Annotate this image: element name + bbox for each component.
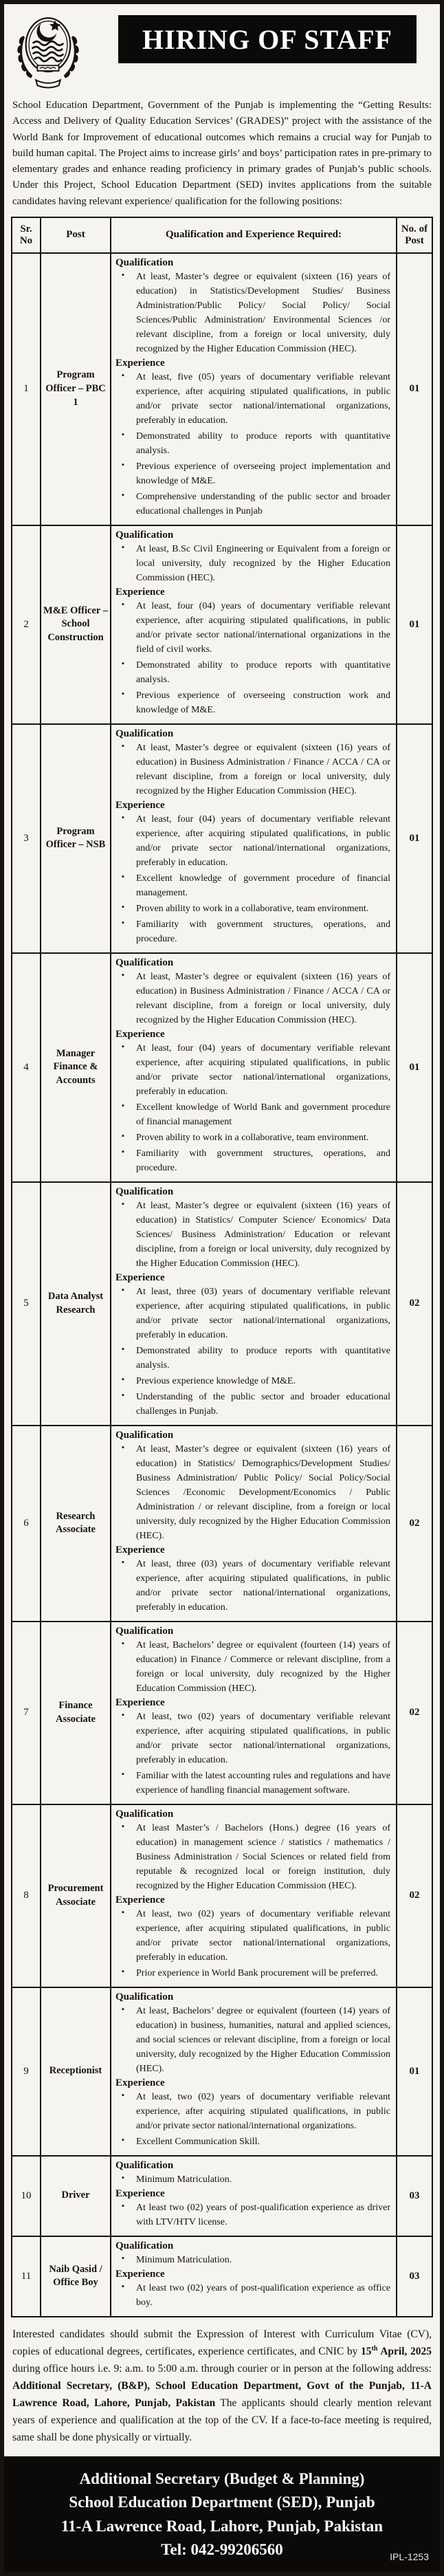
- requirement-list: [115, 970, 390, 1027]
- requirement-item: ▪ At least, Master’s degree or equivalent (sixteen (16) years of education) in Statistics/ Demographics/Development Studies/ Business Administration/ Public Policy/ Social Policy/Social Sciences /Economic Development/Economics / Public Administration / or relevant discipline, from a foreign or local university, duly recognized by the Higher Education Commission (HEC).: [115, 1442, 390, 1543]
- qualification-experience-cell: [111, 525, 397, 724]
- table-row-position-2: [12, 525, 432, 724]
- instruction-segment: 15: [361, 2345, 372, 2357]
- instruction-segment: The applicants should clearly mention relevant years of experience and qualification at the top of the CV. If a face-to-face meeting is required, same shall be done physically or virtually.: [12, 2397, 432, 2444]
- section-heading: Qualification: [115, 1808, 174, 1820]
- requirement-item: ▪ At least, four (04) years of documentary verifiable relevant experience, after acquiring stipulated qualifications, in public and/or private sector national/international organizations, preferably in education.: [115, 812, 390, 870]
- post-title-cell: Finance Associate: [41, 1622, 111, 1804]
- requirement-list: [115, 2090, 390, 2149]
- qualification-experience-cell: [111, 1622, 397, 1804]
- section-heading: Qualification: [115, 2240, 174, 2251]
- col-header-post: Post: [41, 217, 111, 253]
- sr-no-cell: 6: [12, 1426, 41, 1622]
- requirement-item: ▪ At least, two (02) years of documentary verifiable relevant experience, after acquiring stipulated qualifications, in public and/or private sector national/international organizations, preferably in education.: [115, 1710, 390, 1767]
- no-of-posts-cell: 01: [397, 953, 432, 1182]
- requirement-item: ▪ Familiar with the latest accounting rules and regulations and have experience of handling financial management software.: [115, 1769, 390, 1798]
- table-row-position-7: [12, 1622, 432, 1804]
- requirement-list: [115, 1821, 390, 1893]
- requirement-item: ▪ At least, Bachelors’ degree or equivalent (fourteen (14) years of education) in Finance / Commerce or relevant discipline, from a foreign or local university, duly recognized by the Higher Education Commission (HEC).: [115, 1638, 390, 1696]
- requirement-item: ▪ Proven ability to work in a collaborative, team environment.: [115, 902, 390, 916]
- punjab-emblem-graphic: [10, 10, 87, 91]
- requirement-item: ▪ At least, four (04) years of documentary verifiable relevant experience, after acquiring stipulated qualifications, in public and/or private sector national/international organizations in the field of civil works.: [115, 599, 390, 657]
- col-header-no-of-post: No. of Post: [397, 217, 432, 253]
- title-bar: [120, 17, 415, 62]
- contact-line: School Education Department (SED), Punjab: [69, 2493, 375, 2511]
- table-row-position-3: [12, 724, 432, 953]
- intro-paragraph: School Education Department, Government of the Punjab is implementing the “Getting Results: Access and Delivery of Quality Education Services’ (GRADES)” project with the assistance of the World Bank for Improvement of educational outcomes which remains a crucial way for Punjab to build human capital. The Project aims to increase girls’ and boys’ participation rates in pre-primary to elementary grades and enhance reading proficiency in primary grades of Punjab’s public schools. Under this Project, School Education Department (SED) invites applications from the suitable candidates having relevant experience/ qualification for the following positions:: [12, 100, 432, 207]
- sr-no-cell: 8: [12, 1804, 41, 1987]
- requirement-item: ▪ At least, two (02) years of documentary verifiable relevant experience, after acquiring stipulated qualifications, in public and/or private sector national/international organizations.: [115, 2090, 390, 2133]
- post-title-cell: Data Analyst Research: [41, 1182, 111, 1426]
- requirement-list: [115, 1710, 390, 1798]
- requirement-list: [115, 1638, 390, 1696]
- requirement-item: ▪ Minimum Matriculation.: [115, 2172, 390, 2187]
- no-of-posts-cell: 02: [397, 1182, 432, 1426]
- qualification-experience-cell: [111, 1426, 397, 1622]
- requirement-item: ▪ At least Master’s / Bachelors (Hons.) degree (16 years of education) in management science / statistics / mathematics / Business Administration / Social Sciences or related field from reputable & recognized local or foreign institution, duly recognized by the Higher Education Commission (HEC).: [115, 1821, 390, 1893]
- requirement-item: ▪ Familiarity with government structures, operations, and procedure.: [115, 1146, 390, 1175]
- sr-no-cell: 3: [12, 724, 41, 953]
- requirement-list: [115, 599, 390, 717]
- requirement-list: [115, 2201, 390, 2229]
- table-row-position-5: [12, 1182, 432, 1426]
- requirement-item: ▪ Demonstrated ability to produce reports with quantitative analysis.: [115, 429, 390, 458]
- punjab-emblem-logo: [10, 10, 87, 91]
- contact-line: 11-A Lawrence Road, Lahore, Punjab, Pakistan: [60, 2517, 384, 2535]
- requirement-item: ▪ Proven ability to work in a collaborative, team environment.: [115, 1131, 390, 1145]
- col-header-qualification: Qualification and Experience Required:: [111, 217, 397, 253]
- requirement-list: [115, 1557, 390, 1615]
- requirement-list: [115, 1041, 390, 1175]
- requirement-item: ▪ Excellent knowledge of government procedure of financial management.: [115, 871, 390, 900]
- section-heading: Experience: [115, 2268, 165, 2280]
- wheat-wreath-icon: [17, 36, 33, 79]
- sr-no-cell: 9: [12, 1987, 41, 2156]
- requirement-item: ▪ At least, Master’s degree or equivalent (sixteen (16) years of education) in Business Administration / Finance / ACCA / CA or relevant discipline, from a foreign or local university, duly recognized by the Higher Education Commission (HEC).: [115, 741, 390, 798]
- qualification-experience-cell: [111, 2236, 397, 2317]
- section-heading: Qualification: [115, 256, 174, 268]
- sr-no-cell: 7: [12, 1622, 41, 1804]
- instruction-segment: th: [371, 2344, 378, 2353]
- sr-no-cell: 4: [12, 953, 41, 1182]
- no-of-posts-cell: 01: [397, 724, 432, 953]
- no-of-posts-cell: 02: [397, 1804, 432, 1987]
- requirement-list: [115, 2281, 390, 2310]
- no-of-posts-cell: 02: [397, 1622, 432, 1804]
- instruction-segment: during office hours i.e. 9: a.m. to 5:00 a.m. through courier or in person at the following address:: [12, 2362, 432, 2375]
- post-title-cell: Research Associate: [41, 1426, 111, 1622]
- header: [4, 4, 440, 91]
- section-heading: Qualification: [115, 1429, 174, 1441]
- post-title-cell: Receptionist: [41, 1987, 111, 2156]
- requirement-list: [115, 270, 390, 356]
- section-heading: Qualification: [115, 1991, 174, 2002]
- requirement-list: [115, 1285, 390, 1419]
- no-of-posts-cell: 01: [397, 253, 432, 525]
- section-heading: Qualification: [115, 529, 174, 541]
- application-instructions: [12, 2326, 432, 2447]
- col-header-sr-no: Sr. No: [12, 217, 41, 253]
- section-heading: Qualification: [115, 1625, 174, 1637]
- requirement-item: ▪ Understanding of the public sector and broader educational challenges in Punjab.: [115, 1390, 390, 1419]
- section-heading: Qualification: [115, 2159, 174, 2171]
- table-row-position-1: [12, 253, 432, 525]
- requirement-list: [115, 2253, 390, 2267]
- requirement-item: ▪ At least, Master’s degree or equivalent (sixteen (16) years of education) in Business Administration / Finance / ACCA / CA or relevant discipline, from a foreign or local university, duly recognized by the Higher Education Commission (HEC).: [115, 970, 390, 1027]
- contact-line: Tel: 042-99206560: [161, 2541, 283, 2559]
- section-heading: Qualification: [115, 957, 174, 968]
- wheat-wreath-icon: [63, 36, 79, 79]
- qualification-experience-cell: [111, 1804, 397, 1987]
- requirement-list: [115, 2172, 390, 2187]
- ad-code: IPL-1253: [390, 2551, 429, 2562]
- qualification-experience-cell: [111, 2156, 397, 2236]
- post-title-cell: Manager Finance & Accounts: [41, 953, 111, 1182]
- requirement-item: ▪ At least two (02) years of post-qualification experience as office boy.: [115, 2281, 390, 2310]
- qualification-experience-cell: [111, 1182, 397, 1426]
- table-row-position-11: [12, 2236, 432, 2317]
- section-heading: Experience: [115, 586, 165, 598]
- requirement-list: [115, 2004, 390, 2076]
- requirement-list: [115, 542, 390, 585]
- table-row-position-6: [12, 1426, 432, 1622]
- sr-no-cell: 2: [12, 525, 41, 724]
- section-heading: Experience: [115, 799, 165, 811]
- requirement-item: ▪ Minimum Matriculation.: [115, 2253, 390, 2267]
- page-title: HIRING OF STAFF: [142, 23, 392, 55]
- instruction-segment: Additional Secretary, (B&P), School Education Department, Govt of the Punjab, 11-A Lawrence Road, Lahore, Punjab, Pakistan: [12, 2380, 432, 2410]
- requirement-item: ▪ Demonstrated ability to produce reports with quantitative analysis.: [115, 658, 390, 687]
- requirement-item: ▪ Previous experience of overseeing construction work and knowledge of M&E.: [115, 688, 390, 717]
- requirement-list: [115, 1442, 390, 1543]
- requirement-item: ▪ Comprehensive understanding of the public sector and broader educational challenges in Punjab: [115, 490, 390, 519]
- sr-no-cell: 11: [12, 2236, 41, 2317]
- sr-no-cell: 1: [12, 253, 41, 525]
- requirement-item: ▪ Previous experience knowledge of M&E.: [115, 1374, 390, 1388]
- qualification-experience-cell: [111, 253, 397, 525]
- table-row-position-10: [12, 2156, 432, 2236]
- post-title-cell: Program Officer – PBC 1: [41, 253, 111, 525]
- requirement-item: ▪ At least, Bachelors’ degree or equivalent (fourteen (14) years of education) in business, humanities, natural and applied sciences, and social sciences or relevant discipline, from a foreign or local university, duly recognized by the Higher Education Commission (HEC).: [115, 2004, 390, 2076]
- no-of-posts-cell: 03: [397, 2156, 432, 2236]
- section-heading: Qualification: [115, 1186, 174, 1197]
- requirement-item: ▪ Previous experience of overseeing project implementation and knowledge of M&E.: [115, 459, 390, 488]
- requirement-item: ▪ At least, four (04) years of documentary verifiable relevant experience, after acquiring stipulated qualifications, in public and/or private sector national/international organizations, preferably in education.: [115, 1041, 390, 1099]
- requirement-item: ▪ At least, five (05) years of documentary verifiable relevant experience, after acquiring stipulated qualifications, in public and/or private sector national/international organizations, preferably in education.: [115, 370, 390, 428]
- section-heading: Experience: [115, 1028, 165, 1040]
- post-title-cell: M&E Officer – School Construction: [41, 525, 111, 724]
- contact-line: Additional Secretary (Budget & Planning): [79, 2469, 365, 2487]
- requirement-list: [115, 370, 390, 519]
- instruction-segment: April, 2025: [377, 2345, 432, 2357]
- sr-no-cell: 10: [12, 2156, 41, 2236]
- instruction-segment: Interested candidates should submit the Expression of Interest with Curriculum Vitae (CV), copies of educational degrees, certificates, experience certificates, and CNIC by: [12, 2328, 432, 2357]
- requirement-list: [115, 1907, 390, 1980]
- requirement-item: ▪ At least, Master’s degree or equivalent (sixteen (16) years of education) in Statistics/ Computer Science/ Economics/ Data Sciences/ Business Administration/ Education or relevant discipline, from a foreign or local university, duly recognized by the Higher Education Commission (HEC).: [115, 1199, 390, 1271]
- requirement-item: ▪ At least two (02) years of post-qualification experience as driver with LTV/HTV license.: [115, 2201, 390, 2229]
- post-title-cell: Program Officer – NSB: [41, 724, 111, 953]
- requirement-item: ▪ Familiarity with government structures, operations, and procedure.: [115, 917, 390, 946]
- section-heading: Experience: [115, 1544, 165, 1556]
- contact-block: [4, 2456, 440, 2572]
- section-heading: Experience: [115, 1271, 165, 1283]
- section-heading: Experience: [115, 357, 165, 369]
- section-heading: Experience: [115, 1894, 165, 1906]
- section-heading: Experience: [115, 1696, 165, 1708]
- requirement-item: ▪ Demonstrated ability to produce reports with quantitative analysis.: [115, 1344, 390, 1373]
- requirement-item: ▪ At least, B.Sc Civil Engineering or Equivalent from a foreign or local university, duly recognized by the Higher Education Commission (HEC).: [115, 542, 390, 585]
- table-row-position-8: [12, 1804, 432, 1987]
- no-of-posts-cell: 01: [397, 525, 432, 724]
- requirement-list: [115, 812, 390, 946]
- table-row-position-4: [12, 953, 432, 1182]
- post-title-cell: Driver: [41, 2156, 111, 2236]
- contact-lines: [12, 2467, 432, 2562]
- requirement-item: ▪ At least, two (02) years of documentary verifiable relevant experience, after acquiring stipulated qualifications, in public and/or private sector national/international organizations, preferably in education.: [115, 1907, 390, 1965]
- table-row-position-9: [12, 1987, 432, 2156]
- table-header-row: [12, 217, 432, 253]
- no-of-posts-cell: 03: [397, 2236, 432, 2317]
- positions-table-body: [12, 253, 432, 2317]
- no-of-posts-cell: 02: [397, 1426, 432, 1622]
- river-waves-icon: [32, 41, 64, 61]
- section-heading: Qualification: [115, 728, 174, 739]
- requirement-list: [115, 741, 390, 798]
- requirement-item: ▪ At least, Master’s degree or equivalent (sixteen (16) years of education) in Statistics/Development Studies/ Business Administration/Public Policy/ Social Policy/ Social Sciences/Public Administration/ Environmental Sciences /or relevant discipline, from a foreign or local university, duly recognized by the Higher Education Commission (HEC).: [115, 270, 390, 356]
- positions-table: [11, 217, 433, 2317]
- requirement-item: ▪ Excellent Communication Skill.: [115, 2135, 390, 2149]
- no-of-posts-cell: 01: [397, 1987, 432, 2156]
- post-title-cell: Procurement Associate: [41, 1804, 111, 1987]
- requirement-item: ▪ At least, three (03) years of documentary verifiable relevant experience, after acquiring stipulated qualifications, in public and/or private sector national/international organizations, preferably in education.: [115, 1285, 390, 1342]
- requirement-list: [115, 1199, 390, 1271]
- qualification-experience-cell: [111, 724, 397, 953]
- post-title-cell: Naib Qasid / Office Boy: [41, 2236, 111, 2317]
- section-heading: Experience: [115, 2187, 165, 2199]
- sr-no-cell: 5: [12, 1182, 41, 1426]
- requirement-item: ▪ Excellent knowledge of World Bank and government procedure of financial management: [115, 1100, 390, 1129]
- qualification-experience-cell: [111, 953, 397, 1182]
- section-heading: Experience: [115, 2077, 165, 2088]
- qualification-experience-cell: [111, 1987, 397, 2156]
- requirement-item: ▪ Prior experience in World Bank procurement will be preferred.: [115, 1966, 390, 1980]
- requirement-item: ▪ At least, three (03) years of documentary verifiable relevant experience, after acquiring stipulated qualifications, in public and/or private sector national/international organizations, preferably in education.: [115, 1557, 390, 1615]
